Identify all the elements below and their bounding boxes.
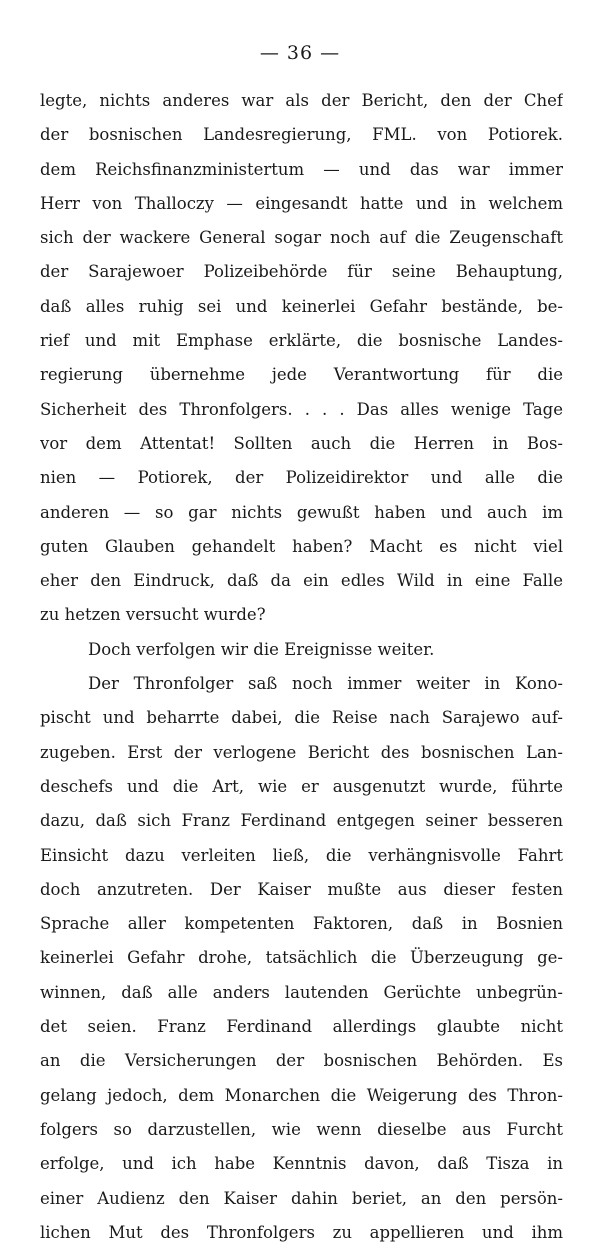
- text-line: zu hetzen versucht wurde?: [40, 605, 266, 625]
- text-line: Herr von Thalloczy — eingesandt hatte und in welchem: [40, 193, 563, 213]
- text-line: Doch verfolgen wir die Ereignisse weiter.: [88, 639, 435, 659]
- text-line: dazu, daß sich Franz Ferdinand entgegen seiner besseren: [40, 811, 563, 831]
- text-line: anderen — so gar nichts gewußt haben und auch im: [40, 502, 563, 522]
- text-line: sich der wackere General sogar noch auf die Zeugenschaft: [40, 228, 563, 248]
- text-line: an die Versicherungen der bosnischen Behörden. Es: [40, 1051, 563, 1071]
- text-line: erfolge, und ich habe Kenntnis davon, daß Tisza in: [40, 1154, 563, 1174]
- text-line: Sprache aller kompetenten Faktoren, daß in Bosnien: [40, 914, 563, 934]
- text-line: regierung übernehme jede Verantwortung für die: [40, 365, 563, 385]
- text-line: doch anzutreten. Der Kaiser mußte aus dieser festen: [40, 879, 563, 899]
- text-line: rief und mit Emphase erklärte, die bosnische Landes-: [40, 331, 563, 351]
- text-line: pischt und beharrte dabei, die Reise nach Sarajewo auf-: [40, 708, 563, 728]
- body-text: [40, 84, 563, 1250]
- text-line: det seien. Franz Ferdinand allerdings glaubte nicht: [40, 1017, 563, 1037]
- text-line: folgers so darzustellen, wie wenn dieselbe aus Furcht: [40, 1119, 563, 1139]
- text-line: lichen Mut des Thronfolgers zu appellieren und ihm: [40, 1222, 563, 1242]
- text-line: Einsicht dazu verleiten ließ, die verhängnisvolle Fahrt: [40, 845, 563, 865]
- text-line: nien — Potiorek, der Polizeidirektor und alle die: [40, 468, 563, 488]
- text-line: der bosnischen Landesregierung, FML. von Potiorek.: [40, 125, 563, 145]
- text-line: einer Audienz den Kaiser dahin beriet, an den persön-: [40, 1188, 563, 1208]
- text-line: keinerlei Gefahr drohe, tatsächlich die Überzeugung ge-: [40, 948, 563, 968]
- text-line: vor dem Attentat! Sollten auch die Herren in Bos-: [40, 433, 563, 453]
- text-line: guten Glauben gehandelt haben? Macht es nicht viel: [40, 536, 563, 556]
- text-line: dem Reichsfinanzministertum — und das war immer: [40, 159, 563, 179]
- text-line: zugeben. Erst der verlogene Bericht des bosnischen Lan-: [40, 742, 563, 762]
- text-line: deschefs und die Art, wie er ausgenutzt wurde, führte: [40, 776, 563, 796]
- text-line: daß alles ruhig sei und keinerlei Gefahr bestände, be-: [40, 296, 563, 316]
- text-line: winnen, daß alle anders lautenden Gerüchte unbegrün-: [40, 982, 563, 1002]
- text-line: Der Thronfolger saß noch immer weiter in Kono-: [88, 674, 563, 694]
- text-line: der Sarajewoer Polizeibehörde für seine Behauptung,: [40, 262, 563, 282]
- text-line: eher den Eindruck, daß da ein edles Wild in eine Falle: [40, 571, 563, 591]
- text-line: legte, nichts anderes war als der Bericht, den der Chef: [40, 91, 563, 110]
- text-line: gelang jedoch, dem Monarchen die Weigerung des Thron-: [40, 1085, 563, 1105]
- text-line: Sicherheit des Thronfolgers. . . . Das alles wenige Tage: [40, 399, 563, 419]
- page-number: — 36 —: [259, 42, 341, 64]
